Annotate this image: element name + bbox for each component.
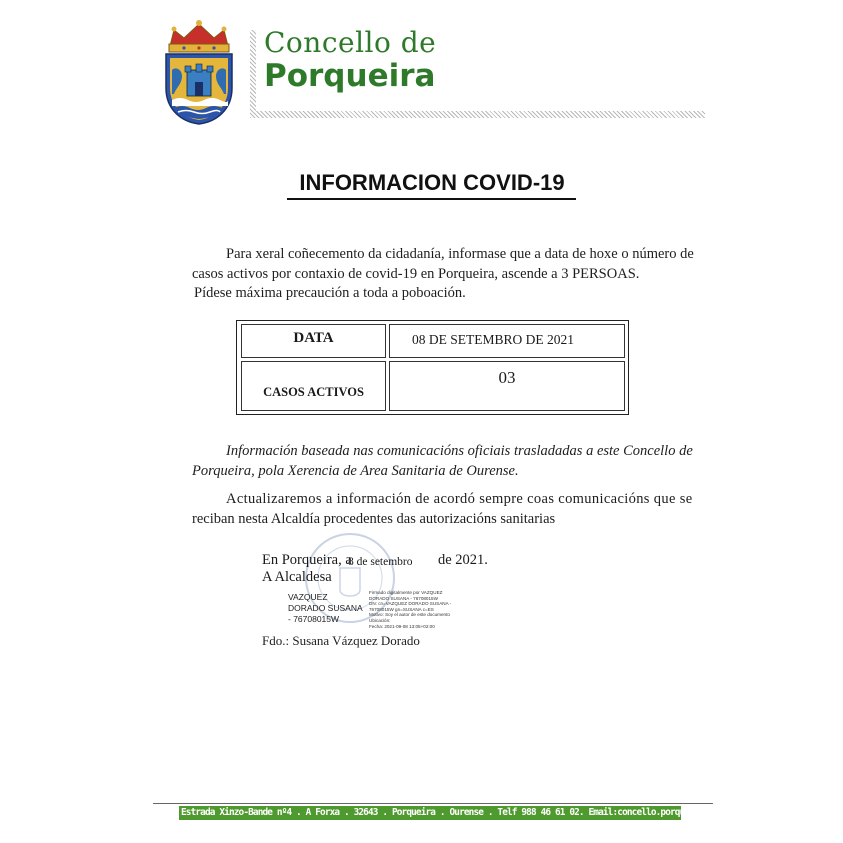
cert-line: 76708015W gn=SUSANA c=ES	[369, 606, 434, 612]
update-note	[192, 490, 693, 529]
table-data-value-cell	[389, 324, 625, 358]
cert-line: DORADO SUSANA - 76708015W	[369, 595, 438, 601]
table-casos-value: 03	[498, 368, 516, 387]
coat-of-arms-logo	[160, 18, 238, 126]
header-decor-vertical	[250, 30, 256, 118]
org-name-line2: Porqueira	[264, 58, 436, 94]
signer-line: - 76708015W	[288, 614, 340, 624]
intro-line: Para xeral coñecemento da cidadanía, informase que a data de hoxe o número de	[226, 246, 694, 262]
table-data-label-cell	[241, 324, 386, 358]
table-casos-label: CASOS ACTIVOS	[263, 385, 364, 399]
digital-signer-name	[288, 592, 368, 625]
signature-date: 8 de setembro	[348, 556, 413, 568]
cert-line: Firmado digitalmente por VAZQUEZ	[369, 590, 443, 595]
title-underline	[287, 198, 576, 200]
source-note	[192, 442, 693, 481]
intro-line: casos activos por contaxio de covid-19 en Porqueira, ascende a 3 PERSOAS.	[192, 265, 640, 282]
signer-line: VAZQUEZ	[288, 592, 328, 602]
signer-line: DORADO SUSANA	[288, 603, 363, 613]
footer-divider	[153, 803, 713, 804]
document-title: INFORMACION COVID-19	[299, 170, 565, 195]
source-note-line: Información baseada nas comunicacións oficiais trasladadas a este Concello de	[226, 443, 693, 459]
digital-signature-details	[369, 590, 451, 629]
signature-place: En Porqueira, a	[262, 552, 352, 568]
table-casos-value-cell	[389, 361, 625, 411]
intro-line: Pídese máxima precaución a toda a poboación.	[194, 285, 466, 301]
signed-by: Fdo.: Susana Vázquez Dorado	[262, 633, 420, 648]
source-note-line: Porqueira, pola Xerencia de Area Sanitaria de Ourense.	[192, 462, 519, 479]
cert-line: DN: cn=VAZQUEZ DORADO SUSANA -	[369, 601, 451, 607]
table-casos-label-cell	[241, 361, 386, 411]
cert-line: Motivo: Soy el autor de este documento	[369, 612, 450, 618]
cert-line: Ubicación:	[369, 617, 391, 623]
cert-line: Fecha: 2021-09-08 13:05+02:00	[369, 623, 435, 629]
header-decor-horizontal	[250, 111, 705, 118]
update-note-line: reciban nesta Alcaldía procedentes das autorizacións sanitarias	[192, 510, 556, 527]
intro-paragraph	[192, 245, 694, 304]
update-note-line: Actualizaremos a información de acordó sempre coas comunicacións que se	[226, 491, 693, 507]
table-data-value: 08 DE SETEMBRO DE 2021	[412, 332, 574, 347]
signature-role: A Alcaldesa	[262, 569, 332, 585]
signature-year: de 2021.	[438, 552, 488, 568]
table-data-label: DATA	[293, 330, 334, 346]
org-name-line1: Concello de	[264, 26, 437, 59]
footer-contact: Estrada Xinzo-Bande nº4 . A Forxa . 32643 . Porqueira . Ourense . Telf 988 46 61 02. Email:concello.porqueira@eidolocal.es	[181, 807, 766, 818]
